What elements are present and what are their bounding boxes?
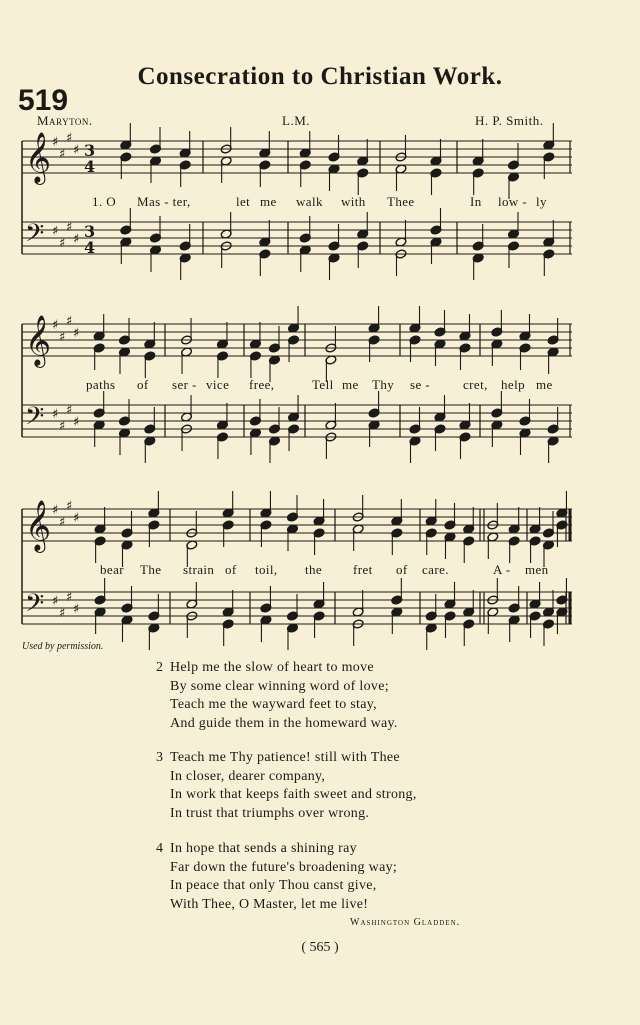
lyric-syllable: me xyxy=(260,194,277,209)
sharp-sign: ♯ xyxy=(73,415,80,430)
bass-clef: 𝄢 xyxy=(25,589,45,624)
bass-clef: 𝄢 xyxy=(25,402,45,437)
lyric-syllable: with xyxy=(341,194,366,209)
verse-line: In closer, dearer company, xyxy=(170,768,326,784)
treble-clef: 𝄞 xyxy=(25,500,52,551)
sharp-sign: ♯ xyxy=(52,594,59,609)
sharp-sign: ♯ xyxy=(52,135,59,150)
lyric-syllable: low - xyxy=(498,194,528,209)
verse-line: In peace that only Thou canst give, xyxy=(170,878,377,893)
sharp-sign: ♯ xyxy=(59,236,66,251)
lyric-syllable: In xyxy=(470,194,482,209)
lyric-syllable: the xyxy=(305,562,323,577)
sharp-sign: ♯ xyxy=(73,602,80,617)
lyric-syllable: help xyxy=(501,377,525,392)
verse-line: Help me the slow of heart to move xyxy=(170,660,374,675)
lyric-syllable: of xyxy=(396,562,408,577)
sharp-sign: ♯ xyxy=(52,318,59,333)
sharp-sign: ♯ xyxy=(52,224,59,239)
meter: L.M. xyxy=(282,113,310,128)
lyric-syllable: of xyxy=(225,562,237,577)
sharp-sign: ♯ xyxy=(73,511,80,526)
sharp-sign: ♯ xyxy=(73,326,80,341)
hymn-title: Consecration to Christian Work. xyxy=(137,63,503,90)
lyric-syllable: walk xyxy=(296,194,323,209)
sharp-sign: ♯ xyxy=(59,330,66,345)
lyric-syllable: toil, xyxy=(255,562,278,577)
verse-line: In hope that sends a shining ray xyxy=(170,841,357,856)
sharp-sign: ♯ xyxy=(66,499,73,514)
lyric-syllable: free, xyxy=(249,377,275,392)
verse-3 xyxy=(150,749,417,823)
verse-line: By some clear winning word of love; xyxy=(170,678,389,694)
verse-number: 3 xyxy=(156,750,164,765)
lyric-syllable: ser - xyxy=(172,377,197,392)
verse-number: 4 xyxy=(156,841,164,856)
sharp-sign: ♯ xyxy=(66,590,73,605)
bass-clef: 𝄢 xyxy=(25,219,45,254)
sharp-sign: ♯ xyxy=(59,419,66,434)
lyric-syllable: Tell xyxy=(312,377,334,392)
sharp-sign: ♯ xyxy=(52,503,59,518)
time-signature: 4 xyxy=(84,157,96,176)
lyric-syllable: me xyxy=(342,377,359,392)
verse-4 xyxy=(150,840,397,914)
lyric-syllable: me xyxy=(536,377,553,392)
lyric-syllable: vice xyxy=(206,377,230,392)
lyric-syllable: Mas - ter, xyxy=(137,194,191,209)
lyric-syllable: bear xyxy=(100,562,124,577)
time-signature: 3 xyxy=(84,141,96,160)
lyric-syllable: Thee xyxy=(387,194,415,209)
sharp-sign: ♯ xyxy=(52,407,59,422)
lyric-syllable: cret, xyxy=(463,377,488,392)
verse-line: With Thee, O Master, let me live! xyxy=(170,896,369,912)
composer: H. P. Smith. xyxy=(475,113,544,128)
lyric-syllable: A - xyxy=(493,562,511,577)
lyric-syllable: paths xyxy=(86,377,116,392)
verse-line: In work that keeps faith sweet and strong, xyxy=(170,787,417,802)
sharp-sign: ♯ xyxy=(59,147,66,162)
tune-name: Maryton. xyxy=(37,113,93,128)
verse-line: Teach me Thy patience! still with Thee xyxy=(170,750,400,765)
sharp-sign: ♯ xyxy=(66,314,73,329)
permission-note: Used by permission. xyxy=(22,641,104,652)
author: Washington Gladden. xyxy=(350,917,461,928)
lyric-syllable: let xyxy=(236,194,251,209)
lyric-syllable: fret xyxy=(353,562,373,577)
verse-line: In trust that triumphs over wrong. xyxy=(170,805,370,821)
verse-line: And guide them in the homeward way. xyxy=(170,715,398,731)
verse-line: Far down the future's broadening way; xyxy=(170,859,398,875)
time-signature: 4 xyxy=(84,238,96,257)
sharp-sign: ♯ xyxy=(59,515,66,530)
lyric-syllable: Thy xyxy=(372,377,395,392)
sharp-sign: ♯ xyxy=(66,403,73,418)
lyric-syllable: se - xyxy=(410,377,431,392)
verse-line: Teach me the wayward feet to stay, xyxy=(170,697,377,712)
page-number: ( 565 ) xyxy=(301,940,339,955)
treble-clef: 𝄞 xyxy=(25,132,52,183)
sharp-sign: ♯ xyxy=(66,131,73,146)
lyric-syllable: care. xyxy=(422,562,449,577)
lyric-syllable: strain xyxy=(183,562,215,577)
hymn-number: 519 xyxy=(18,84,69,117)
treble-clef: 𝄞 xyxy=(25,315,52,366)
verse-number: 2 xyxy=(156,660,164,675)
lyric-syllable: ly xyxy=(536,194,547,209)
lyric-syllable: The xyxy=(140,562,162,577)
sharp-sign: ♯ xyxy=(73,143,80,158)
lyric-syllable: 1. O xyxy=(92,194,116,209)
time-signature: 3 xyxy=(84,222,96,241)
lyric-syllable: of xyxy=(137,377,149,392)
sharp-sign: ♯ xyxy=(66,220,73,235)
lyric-syllable: men xyxy=(525,562,549,577)
verse-2 xyxy=(150,659,398,733)
sharp-sign: ♯ xyxy=(59,606,66,621)
sharp-sign: ♯ xyxy=(73,232,80,247)
